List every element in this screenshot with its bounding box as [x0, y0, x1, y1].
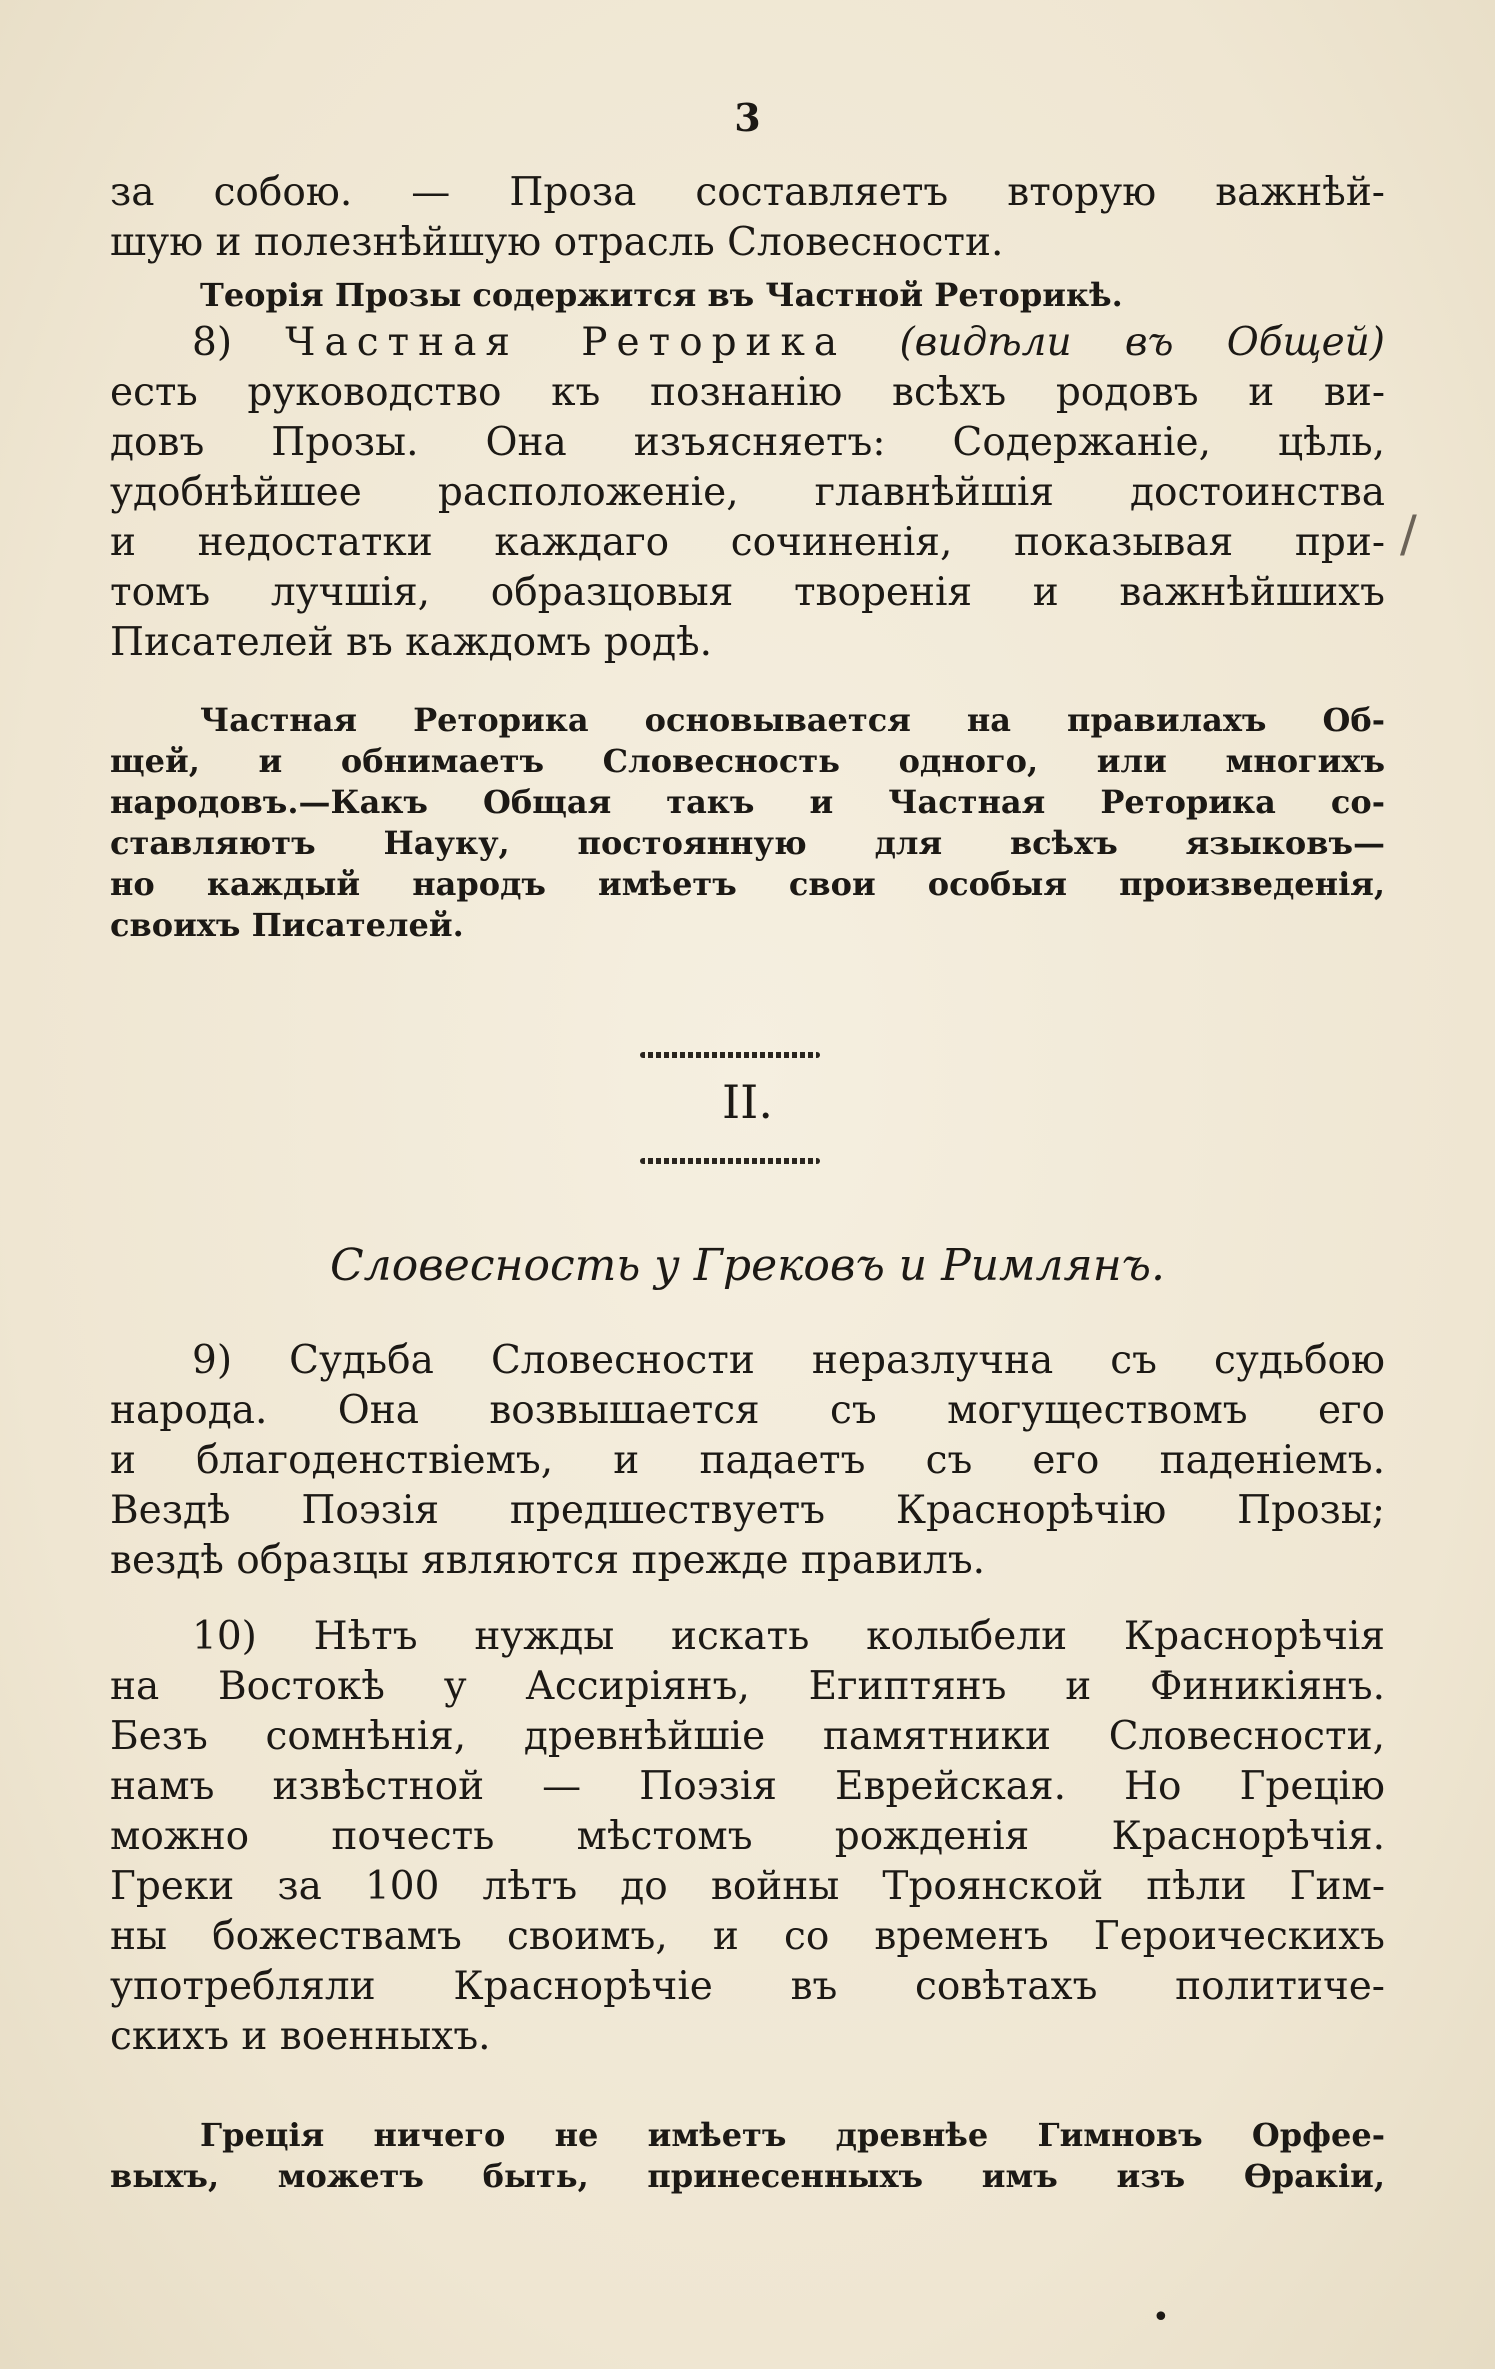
ornamental-rule-bottom	[640, 1158, 820, 1164]
text-line: есть руководство къ познанію всѣхъ родовъ и ви-	[110, 370, 1385, 415]
text-line: вездѣ образцы являются прежде правилъ.	[110, 1538, 986, 1583]
text-line: Писателей въ каждомъ родѣ.	[110, 620, 713, 665]
text-line: ны божествамъ своимъ, и со временъ Героическихъ	[110, 1914, 1385, 1959]
paragraph-8	[110, 318, 1385, 668]
paragraph-8-heading-line	[110, 318, 1385, 368]
text-line: 10) Нѣтъ нужды искать колыбели Краснорѣчія	[192, 1614, 1385, 1659]
text-line: томъ лучшія, образцовыя творенія и важнѣйшихъ	[110, 570, 1385, 615]
note-line: Частная Реторика основывается на правилахъ Об-	[200, 701, 1385, 739]
section-title: Словесность у Грековъ и Римлянъ.	[330, 1240, 1165, 1291]
paragraph-number: 8)	[192, 320, 233, 365]
section-number: II.	[722, 1075, 773, 1129]
note-line: выхъ, можетъ быть, принесенныхъ имъ изъ Ѳракіи,	[110, 2157, 1385, 2195]
footnote-greek-hymns	[110, 2115, 1385, 2197]
text-line: и недостатки каждаго сочиненія, показывая при-	[110, 520, 1385, 565]
page-number: 3	[734, 95, 761, 140]
note-line: народовъ.—Какъ Общая такъ и Частная Реторика со-	[110, 783, 1385, 821]
text-line: Греки за 100 лѣтъ до войны Троянской пѣли Гим-	[110, 1864, 1385, 1909]
term-private-rhetoric: Частная Реторика	[285, 320, 847, 365]
term-reference: (видѣли въ Общей)	[899, 320, 1385, 365]
footnote-private-rhetoric	[110, 700, 1385, 946]
footnote-prose-theory	[110, 275, 1385, 316]
note-line: своихъ Писателей.	[110, 906, 464, 944]
note-line: Греція ничего не имѣетъ древнѣе Гимновъ Орфее-	[200, 2116, 1385, 2154]
text-line: народа. Она возвышается съ могуществомъ его	[110, 1388, 1385, 1433]
text-line: скихъ и военныхъ.	[110, 2014, 491, 2059]
paragraph-prose	[110, 168, 1385, 268]
note-line: но каждый народъ имѣетъ свои особыя произведенія,	[110, 865, 1385, 903]
text-line: употребляли Краснорѣчіе въ совѣтахъ политиче-	[110, 1964, 1385, 2009]
note-line: щей, и обнимаетъ Словесность одного, или многихъ	[110, 742, 1385, 780]
signature-mark: •	[1152, 2300, 1170, 2335]
text-line: 9) Судьба Словесности неразлучна съ судьбою	[192, 1338, 1385, 1383]
text-line: можно почесть мѣстомъ рожденія Краснорѣчія.	[110, 1814, 1385, 1859]
text-line: намъ извѣстной — Поэзія Еврейская. Но Грецію	[110, 1764, 1385, 1809]
ornamental-rule-top	[640, 1052, 820, 1058]
text-line: на Востокѣ у Ассиріянъ, Египтянъ и Финикіянъ.	[110, 1664, 1385, 1709]
text-line: шую и полезнѣйшую отрасль Словесности.	[110, 220, 1004, 265]
text-line: за собою. — Проза составляетъ вторую важнѣй-	[110, 170, 1385, 215]
text-line: и благоденствіемъ, и падаетъ съ его паденіемъ.	[110, 1438, 1385, 1483]
text-line: Вездѣ Поэзія предшествуетъ Краснорѣчію Прозы;	[110, 1488, 1385, 1533]
paragraph-10	[110, 1612, 1385, 2062]
text-line: удобнѣйшее расположеніе, главнѣйшія достоинства	[110, 470, 1385, 515]
margin-annotation-mark: /	[1400, 505, 1417, 563]
note-line: ставляютъ Науку, постоянную для всѣхъ языковъ—	[110, 824, 1385, 862]
paragraph-9	[110, 1336, 1385, 1586]
text-line: Безъ сомнѣнія, древнѣйшіе памятники Словесности,	[110, 1714, 1385, 1759]
note-line: Теорія Прозы содержится въ Частной Реторикѣ.	[200, 276, 1123, 314]
text-line: довъ Прозы. Она изъясняетъ: Содержаніе, цѣль,	[110, 420, 1385, 465]
